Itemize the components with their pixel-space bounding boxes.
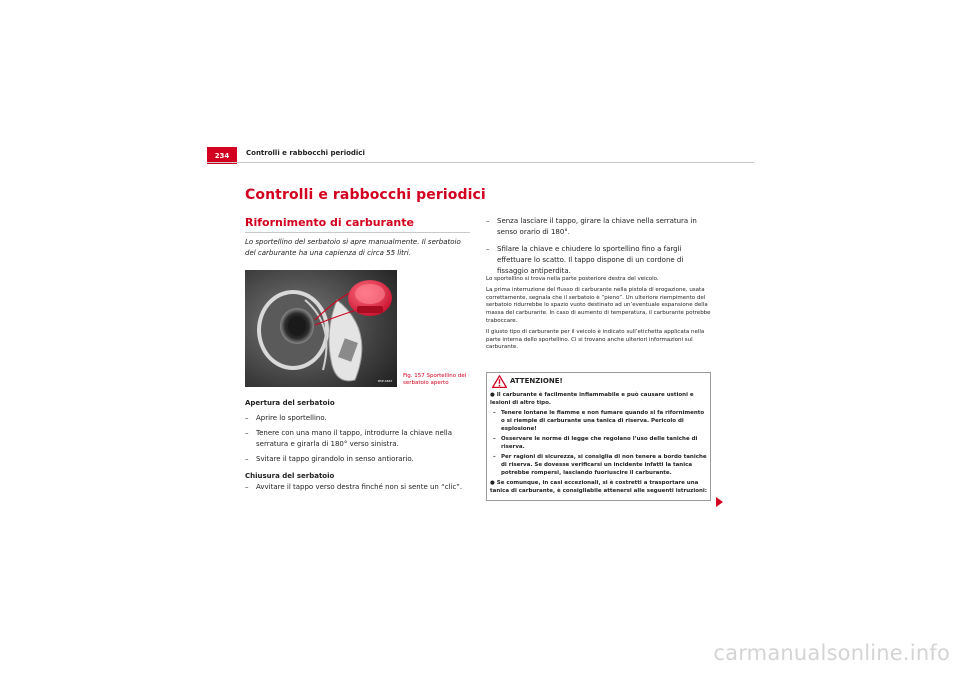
warning-title: ATTENZIONE! [510,377,563,385]
section-rule [245,232,470,233]
warning-header [487,373,710,390]
figure-code: B5P-0667 [378,379,393,383]
warning-box [486,372,711,501]
section-title: Rifornimento di carburante [245,216,414,229]
dash-marker: – [245,414,249,422]
dash-marker: – [245,483,249,491]
paragraph: Lo sportellino si trova nella parte posteriore destra del veicolo. [486,276,659,282]
dash-marker: – [245,429,249,437]
warning-bullet-text: Se comunque, in casi eccezionali, si è costretti a trasportare una tanica di carburante, è consigliabile attenersi alle seguenti istruzioni: [490,480,708,494]
page-number: 234 [207,147,237,164]
step-text: Tenere con una mano il tappo, introdurre la chiave nella serratura e girarla di 180° verso sinistra. [256,429,452,448]
warning-bullet [490,391,708,407]
header-rule [207,162,754,163]
warning-sub-item [490,409,708,433]
bullet-marker: ● [490,392,495,398]
dash-marker: – [493,454,496,460]
paragraph: La prima interruzione del flusso di carburante nella pistola di erogazione, usata correttamente, segnala che il serbatoio è “pieno”. Un ulteriore riempimento del serbatoio ridurrebbe lo spazio vuoto destinato ad un’eventuale espansione della massa del carburante. In caso di aumento di temperatura, il carburante potrebbe traboccare. [486,286,711,324]
step-text: Aprire lo sportellino. [256,414,327,422]
dash-marker: – [245,455,249,463]
warning-triangle-icon [492,375,507,388]
bullet-marker: ● [490,480,495,486]
warning-sub-text: Tenere lontane le fiamme e non fumare quando si fa rifornimento o si riempie di carburante una tanica di riserva. Pericolo di esplosione! [501,410,705,432]
right-column [486,216,712,283]
list-item [245,454,473,465]
opening-heading: Apertura del serbatoio [245,399,335,407]
continue-arrow-icon [716,497,723,507]
dash-marker: – [486,245,490,253]
step-text: Sfilare la chiave e chiudere lo sportellino fino a fargli effettuare lo scatto. Il tappo dispone di un cordone di fissaggio antiperdita. [497,245,684,275]
closing-heading: Chiusura del serbatoio [245,472,335,480]
warning-bullet-text: Il carburante è facilmente infiammabile e può causare ustioni e lesioni di altro tipo. [490,392,694,406]
warning-sub-text: Per ragioni di sicurezza, si consiglia di non tenere a bordo taniche di riserva. Se dovesse verificarsi un incidente infatti la tanica potrebbe rompersi, lasciando fuoriuscire il carburante. [501,454,707,476]
warning-bullet [490,479,708,495]
figure-caption: Fig. 157 Sportellino del serbatoio aperto [403,373,467,386]
warning-sub-text: Osservare le norme di legge che regolano l’uso delle taniche di riserva. [501,436,698,450]
list-item [245,413,473,424]
left-column [245,398,473,493]
list-item [245,482,473,493]
paragraph: Il giusto tipo di carburante per il veicolo è indicato sull’etichetta applicata nella parte interna dello sportellino. Ci si trovano anche ulteriori informazioni sul carburante. [486,328,705,351]
list-item [486,216,712,238]
intro-text: Lo sportellino del serbatoio si apre manualmente. Il serbatoio del carburante ha una capienza di circa 55 litri. [245,238,461,257]
step-text: Senza lasciare il tappo, girare la chiave nella serratura in senso orario di 180°. [497,217,697,236]
dash-marker: – [493,410,496,416]
running-head: Controlli e rabbocchi periodici [246,149,365,157]
watermark: carmanualsonline.info [713,641,950,665]
dash-marker: – [486,217,490,225]
fuel-flap-figure [245,270,397,387]
list-item [245,428,473,450]
warning-sub-item [490,453,708,477]
list-item [486,244,712,277]
body-text [486,276,712,355]
warning-body [490,391,708,495]
step-text: Avvitare il tappo verso destra finché non si sente un “clic”. [256,483,463,491]
dash-marker: – [493,436,496,442]
warning-sub-item [490,435,708,451]
fuel-flap-illustration [245,270,397,387]
chapter-title: Controlli e rabbocchi periodici [245,187,486,203]
step-text: Svitare il tappo girandolo in senso antiorario. [256,455,414,463]
